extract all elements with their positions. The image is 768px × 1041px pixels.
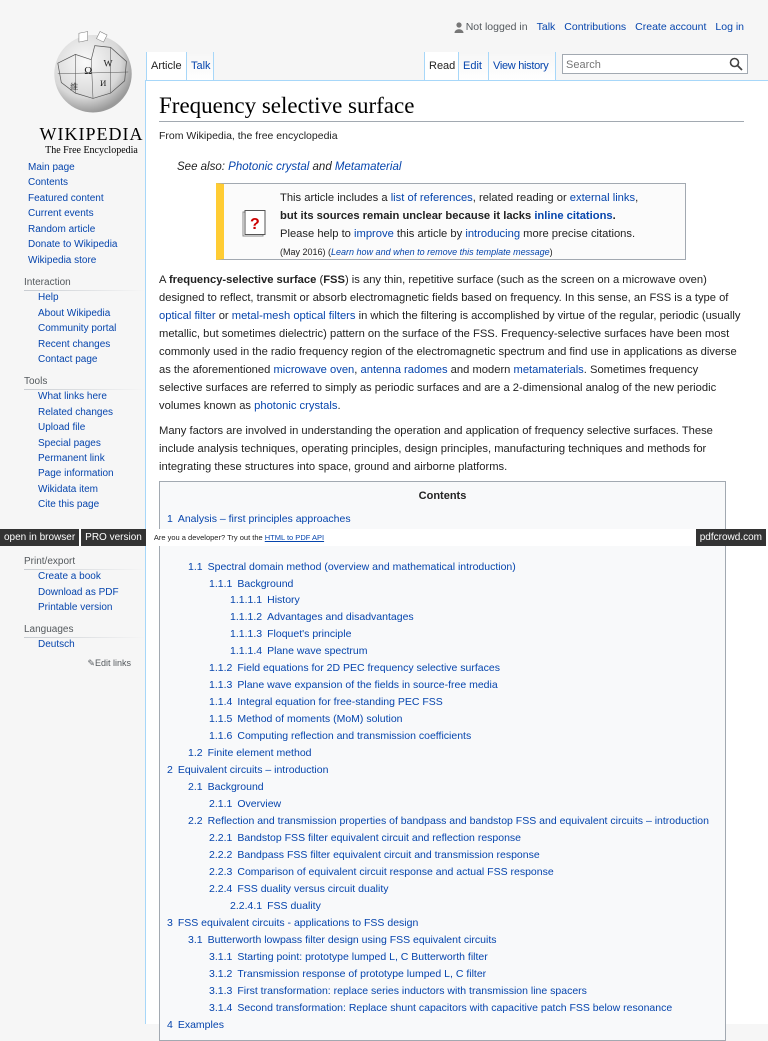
toc-text: Advantages and disadvantages <box>267 611 414 623</box>
pdfcrowd-bar <box>0 529 768 546</box>
toc-entry[interactable] <box>188 781 264 793</box>
contributions-link[interactable]: Contributions <box>564 21 627 33</box>
toc-text: FSS equivalent circuits - applications to FSS design <box>177 917 419 929</box>
search-box <box>562 54 748 74</box>
notice-text-7: this article by <box>393 228 466 240</box>
toc-number: 4 <box>167 1019 173 1031</box>
toc-number: 2.2.2 <box>209 849 233 861</box>
toc-entry[interactable] <box>209 866 554 878</box>
tab-edit[interactable]: Edit <box>458 52 488 80</box>
toc-entry[interactable] <box>209 849 540 861</box>
toc-text: Analysis – first principles approaches <box>177 513 351 525</box>
wikipedia-logo[interactable] <box>14 18 144 156</box>
toc-number: 1.1.1.3 <box>230 628 263 640</box>
inline-citations-link[interactable]: inline citations <box>534 210 613 222</box>
toc-text: Overview <box>237 798 282 810</box>
improve-link[interactable]: improve <box>354 228 394 240</box>
toc-number: 1.1.1.4 <box>230 645 263 657</box>
toc-number: 1.1.2 <box>209 662 233 674</box>
globe-icon <box>49 28 137 116</box>
toc-entry[interactable] <box>209 968 486 980</box>
toc-entry[interactable] <box>209 578 293 590</box>
tab-view-history[interactable]: View history <box>488 52 556 80</box>
notice-text-2: , related reading or <box>472 192 570 204</box>
list-of-references-link[interactable]: list of references <box>390 192 473 204</box>
sidebar-item-create-a-book[interactable]: Create a book <box>38 571 101 583</box>
languages-heading: Languages <box>0 616 145 638</box>
p1-bold: frequency-selective surface <box>168 274 317 286</box>
microwave-oven-link[interactable]: microwave oven <box>273 364 355 376</box>
p1-a: A <box>159 274 169 286</box>
toc-number: 2.2.4 <box>209 883 233 895</box>
sidebar-item-donate-to-wikipedia[interactable]: Donate to Wikipedia <box>28 239 118 251</box>
see-also-and: and <box>309 161 335 173</box>
toc-entry[interactable] <box>209 985 587 997</box>
sidebar-item-deutsch[interactable]: Deutsch <box>38 639 75 651</box>
antenna-radomes-link[interactable]: antenna radomes <box>360 364 448 376</box>
notice-text-4: but its sources remain unclear because it lacks <box>280 210 535 222</box>
toc-number: 3 <box>167 917 173 929</box>
toc-entry[interactable] <box>209 679 498 691</box>
toc-entry[interactable] <box>230 594 300 606</box>
toc-text: Integral equation for free-standing PEC FSS <box>237 696 443 708</box>
page-title: Frequency selective surface <box>159 93 744 122</box>
metal-mesh-link[interactable]: metal-mesh optical filters <box>231 310 356 322</box>
metamaterial-link[interactable]: Metamaterial <box>334 161 402 173</box>
tools-portal <box>0 390 145 513</box>
tab-read[interactable]: Read <box>424 52 458 80</box>
toc-number: 2 <box>167 764 173 776</box>
notice-text-8: more precise citations. <box>520 228 636 240</box>
sidebar-item-printable-version[interactable]: Printable version <box>38 602 113 614</box>
toc-text: Method of moments (MoM) solution <box>237 713 403 725</box>
not-logged-in <box>454 21 528 33</box>
open-in-browser-button[interactable]: open in browser <box>0 529 79 546</box>
toc-entry[interactable] <box>188 747 312 759</box>
p1-c: ) is any thin, repetitive surface (such as the screen on a microwave oven) designed to reflect, transmit or absorb electromagnetic fields based on frequency. In this sense, an FSS is a type of <box>159 274 729 304</box>
p1-d: or <box>215 310 232 322</box>
developer-promo-text: Are you a developer? Try out the <box>153 533 265 542</box>
toc-text: Bandstop FSS filter equivalent circuit and reflection response <box>237 832 522 844</box>
toc-text: Equivalent circuits – introduction <box>177 764 329 776</box>
interaction-portal <box>0 291 145 368</box>
personal-tools <box>454 21 744 33</box>
toc-text: Spectral domain method (overview and mathematical introduction) <box>207 561 516 573</box>
notice-text-3: , <box>635 192 639 204</box>
toc-entry[interactable] <box>209 662 500 674</box>
toc-text: Background <box>207 781 264 793</box>
toc-text: Bandpass FSS filter equivalent circuit and transmission response <box>237 849 540 861</box>
toc-number: 3.1.1 <box>209 951 233 963</box>
toc-number: 1.1.1 <box>209 578 233 590</box>
toc-text: Background <box>237 578 294 590</box>
toc-text: Floquet's principle <box>267 628 352 640</box>
sidebar-item-cite-this-page[interactable]: Cite this page <box>38 499 100 511</box>
not-logged-in-label: Not logged in <box>465 21 528 33</box>
sidebar-item-upload-file[interactable]: Upload file <box>38 422 86 434</box>
sidebar <box>0 160 145 513</box>
sidebar-item-recent-changes[interactable]: Recent changes <box>38 338 111 350</box>
interaction-heading: Interaction <box>0 269 145 291</box>
toc-text: Comparison of equivalent circuit response and actual FSS response <box>237 866 554 878</box>
toc-text: FSS duality <box>267 900 321 912</box>
sidebar-item-page-information[interactable]: Page information <box>38 468 114 480</box>
toc-number: 1.1.1.2 <box>230 611 263 623</box>
toc-number: 3.1 <box>188 934 203 946</box>
notice-text-6: Please help to <box>280 228 355 240</box>
metamaterials-link[interactable]: metamaterials <box>513 364 584 376</box>
toc-entry[interactable] <box>188 815 709 827</box>
sidebar-item-main-page[interactable]: Main page <box>28 161 75 173</box>
toc-entry[interactable] <box>188 934 497 946</box>
toc-number: 1 <box>167 513 173 525</box>
p1-b: ( <box>316 274 324 286</box>
toc-entry[interactable] <box>209 696 443 708</box>
toc-entry[interactable] <box>188 561 516 573</box>
toc-text: Butterworth lowpass filter design using FSS equivalent circuits <box>207 934 497 946</box>
p1-i: . <box>337 400 341 412</box>
main-navigation <box>0 160 145 269</box>
toc-number: 1.1.3 <box>209 679 233 691</box>
toc-number: 3.1.2 <box>209 968 233 980</box>
toc-number: 3.1.3 <box>209 985 233 997</box>
notice-text: This article includes a list of references, related reading or external links, but its sources remain unclear because it lacks inline citations. Please help to improve this article by introducing more precise citations. (May 2016) (Learn how and when to remove this template message) <box>280 192 639 257</box>
sidebar-lower <box>0 556 145 669</box>
toc-number: 1.1.6 <box>209 730 233 742</box>
user-icon <box>454 22 464 33</box>
toc-text: Reflection and transmission properties of bandpass and bandstop FSS and equivalent circuits – introduction <box>207 815 709 827</box>
toc-number: 3.1.4 <box>209 1002 233 1014</box>
pro-version-button[interactable]: PRO version <box>81 529 146 546</box>
table-of-contents <box>159 481 726 1041</box>
toc-number: 2.1 <box>188 781 203 793</box>
toc-number: 1.1.4 <box>209 696 233 708</box>
sidebar-item-random-article[interactable]: Random article <box>28 223 96 235</box>
external-links-link[interactable]: external links <box>569 192 636 204</box>
toc-entry[interactable] <box>167 1019 224 1031</box>
toc-number: 1.2 <box>188 747 203 759</box>
toc-entry[interactable] <box>230 900 321 912</box>
svg-text:W: W <box>103 58 113 70</box>
edit-links-label: Edit links <box>94 657 131 668</box>
see-also-hatnote <box>177 161 401 173</box>
sidebar-item-what-links-here[interactable]: What links here <box>38 391 107 403</box>
toc-text: FSS duality versus circuit duality <box>237 883 389 895</box>
second-paragraph: Many factors are involved in understanding the operation and application of frequency selective surfaces. These include analysis techniques, operating principles, design principles, manufacturing techniques and methods for integrating these structures into space, ground and airborne platforms. <box>159 425 713 473</box>
toc-number: 1.1.1.1 <box>230 594 263 606</box>
toc-title: Contents <box>418 490 467 502</box>
toc-number: 2.2 <box>188 815 203 827</box>
logo-tagline: The Free Encyclopedia <box>45 145 138 156</box>
pencil-icon: ✎ <box>87 657 95 668</box>
optical-filter-link[interactable]: optical filter <box>159 310 216 322</box>
citation-notice-box <box>216 183 686 260</box>
toc-text: First transformation: replace series inductors with transmission line spacers <box>237 985 587 997</box>
content-area <box>145 80 768 1031</box>
notice-text-5: . <box>612 210 616 222</box>
p1-e: in which the filtering is accomplished by virtue of the regular, periodic (usually metallic, but sometimes dielectric) pattern on the surface of the FSS. Frequency-selective surfaces have been most commonly used in the radio frequency region of the electromagnetic spectrum and find use in applications as diverse as the aforementioned <box>159 310 741 376</box>
logo-wordmark: WIKIPEDIA <box>39 124 144 144</box>
svg-text:Ω: Ω <box>84 65 93 77</box>
introducing-link[interactable]: introducing <box>465 228 521 240</box>
photonic-crystal-link[interactable]: Photonic crystal <box>228 161 310 173</box>
sidebar-item-featured-content[interactable]: Featured content <box>28 192 104 204</box>
toc-entry[interactable] <box>209 832 521 844</box>
sidebar-item-permanent-link[interactable]: Permanent link <box>38 452 105 464</box>
site-sub: From Wikipedia, the free encyclopedia <box>159 130 338 142</box>
toc-text: Second transformation: Replace shunt capacitors with capacitive patch FSS below resonance <box>237 1002 673 1014</box>
p1-bold2: FSS <box>323 274 345 286</box>
print-portal <box>0 570 145 616</box>
tools-heading: Tools <box>0 368 145 390</box>
toc-text: Examples <box>177 1019 224 1031</box>
search-icon[interactable] <box>729 57 743 71</box>
toc-number: 2.1.1 <box>209 798 233 810</box>
photonic-crystals-link[interactable]: photonic crystals <box>254 400 338 412</box>
svg-text:И: И <box>100 78 107 89</box>
toc-number: 2.2.1 <box>209 832 233 844</box>
developer-promo <box>154 533 324 542</box>
toc-entry[interactable] <box>230 611 414 623</box>
toc-text: Computing reflection and transmission coefficients <box>237 730 472 742</box>
html-to-pdf-api-link[interactable]: HTML to PDF API <box>264 533 325 542</box>
toc-text: History <box>267 594 300 606</box>
sidebar-item-wikidata-item[interactable]: Wikidata item <box>38 483 99 495</box>
toc-text: Plane wave expansion of the fields in source-free media <box>237 679 498 691</box>
languages-portal <box>0 638 145 653</box>
sidebar-item-related-changes[interactable]: Related changes <box>38 406 114 418</box>
toc-text: Finite element method <box>207 747 312 759</box>
toc-entry[interactable] <box>167 917 418 929</box>
toc-entry[interactable] <box>209 730 471 742</box>
sidebar-item-contents[interactable]: Contents <box>28 177 69 189</box>
sidebar-item-special-pages[interactable]: Special pages <box>38 437 101 449</box>
toc-entry[interactable] <box>230 645 368 657</box>
sidebar-item-community-portal[interactable]: Community portal <box>38 323 117 335</box>
talk-link[interactable]: Talk <box>536 21 556 33</box>
toc-entry[interactable] <box>167 513 351 525</box>
notice-text-1: This article includes a <box>280 192 391 204</box>
notice-date: (May 2016) <box>280 247 326 257</box>
create-account-link[interactable]: Create account <box>635 21 707 33</box>
toc-number: 1.1 <box>188 561 203 573</box>
pdfcrowd-brand[interactable]: pdfcrowd.com <box>696 529 766 546</box>
sidebar-item-current-events[interactable]: Current events <box>28 208 94 220</box>
search-input[interactable] <box>563 56 723 74</box>
see-also-prefix: See also: <box>177 161 229 173</box>
p1-g: and modern <box>447 364 514 376</box>
log-in-link[interactable]: Log in <box>715 21 744 33</box>
print-export-heading: Print/export <box>0 556 145 570</box>
p1-f: , <box>354 364 361 376</box>
sidebar-item-download-as-pdf[interactable]: Download as PDF <box>38 586 119 598</box>
intro-paragraph <box>159 271 744 415</box>
sidebar-item-help[interactable]: Help <box>38 292 59 304</box>
toc-text: Transmission response of prototype lumped L, C filter <box>237 968 487 980</box>
edit-links[interactable] <box>0 654 145 669</box>
toc-text: Plane wave spectrum <box>267 645 368 657</box>
svg-text:維: 維 <box>70 82 79 92</box>
question-book-icon <box>242 210 266 238</box>
toc-text: Starting point: prototype lumped L, C Butterworth filter <box>237 951 488 963</box>
toc-entry[interactable] <box>230 628 351 640</box>
toc-number: 2.2.4.1 <box>230 900 263 912</box>
sidebar-item-about-wikipedia[interactable]: About Wikipedia <box>38 307 111 319</box>
toc-number: 1.1.5 <box>209 713 233 725</box>
toc-entry[interactable] <box>209 713 403 725</box>
toc-entry[interactable] <box>209 883 389 895</box>
toc-text: Field equations for 2D PEC frequency selective surfaces <box>237 662 500 674</box>
remove-template-link[interactable]: Learn how and when to remove this template message <box>331 247 550 257</box>
tab-article[interactable]: Article <box>146 52 186 80</box>
sidebar-item-contact-page[interactable]: Contact page <box>38 354 98 366</box>
sidebar-item-wikipedia-store[interactable]: Wikipedia store <box>28 255 97 267</box>
p1-h: . Sometimes frequency selective surfaces are referred to simply as periodic surfaces and are a 2-dimensional analog of the new periodic volumes known as <box>159 364 717 412</box>
tab-talk[interactable]: Talk <box>186 52 214 80</box>
toc-entry[interactable] <box>209 1002 672 1014</box>
toc-entry[interactable] <box>209 951 488 963</box>
toc-entry[interactable] <box>209 798 281 810</box>
toc-entry[interactable] <box>167 764 328 776</box>
svg-text:?: ? <box>250 216 260 233</box>
toc-number: 2.2.3 <box>209 866 233 878</box>
